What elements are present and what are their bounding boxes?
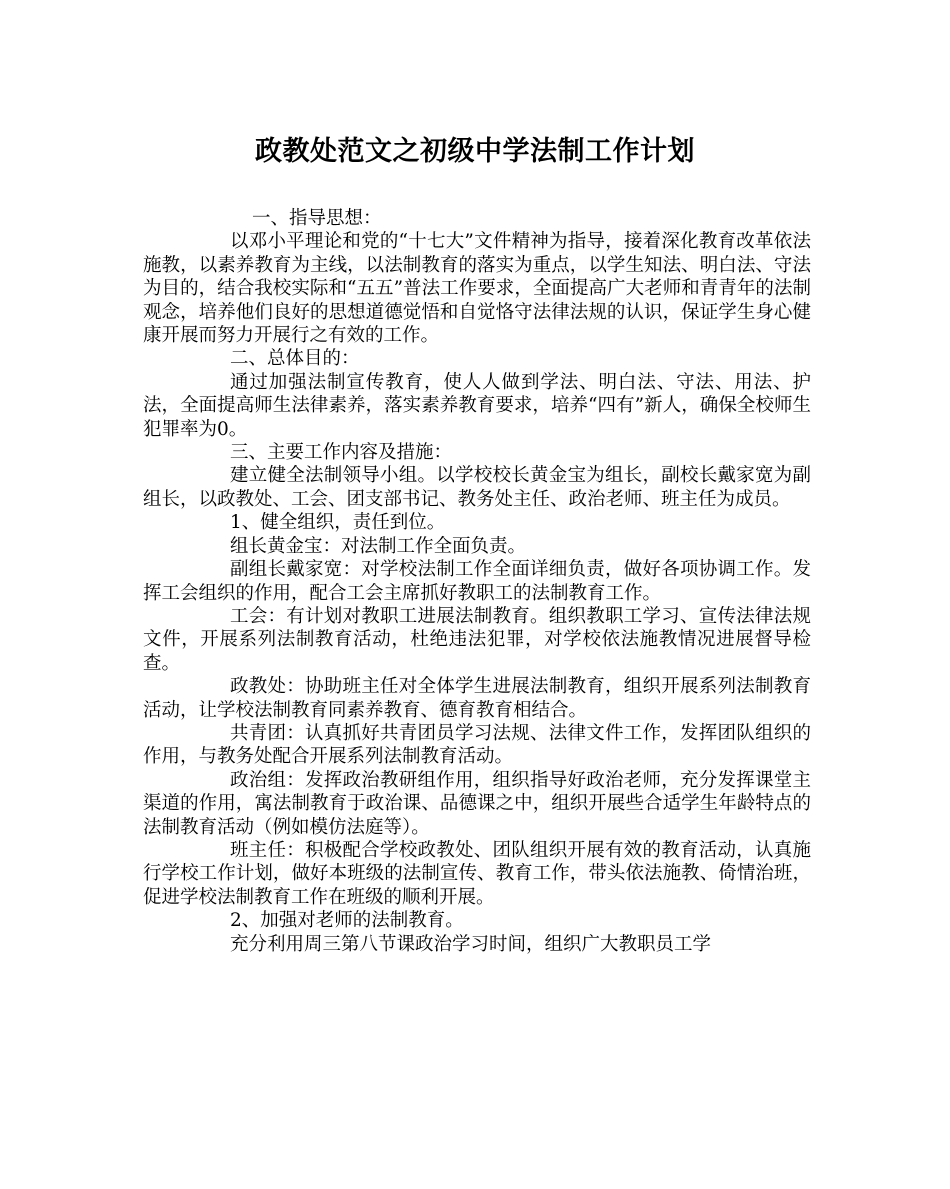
document-title: 政教处范文之初级中学法制工作计划: [255, 136, 695, 167]
paragraph: 副组长戴家宽：对学校法制工作全面详细负责，做好各项协调工作。发挥工会组织的作用，配合工会主席抓好教职工的法制教育工作。: [143, 559, 811, 604]
paragraph: 班主任：积极配合学校政教处、团队组织开展有效的教育活动，认真施行学校工作计划，做好本班级的法制宣传、教育工作，带头依法施教、倚情治班，促进学校法制教育工作在班级的顺利开展。: [143, 839, 811, 908]
paragraph: 政治组：发挥政治教研组作用，组织指导好政治老师，充分发挥课堂主渠道的作用，寓法制教育于政治课、品德课之中，组织开展些合适学生年龄特点的法制教育活动（例如模仿法庭等）。: [143, 769, 811, 838]
paragraph: 以邓小平理论和党的“十七大”文件精神为指导，接着深化教育改革依法施教，以素养教育为主线，以法制教育的落实为重点，以学生知法、明白法、守法为目的，结合我校实际和“五五”普法工作要求，全面提高广大老师和青青年的法制观念，培养他们良好的思想道德觉悟和自觉恪守法律法规的认识，保证学生身心健康开展而努力开展行之有效的工作。: [143, 231, 811, 347]
paragraph: 共青团：认真抓好共青团员学习法规、法律文件工作，发挥团队组织的作用，与教务处配合开展系列法制教育活动。: [143, 722, 811, 768]
subsection-heading: 1、健全组织，责任到位。: [230, 512, 446, 534]
section-heading-main-work: 三、主要工作内容及措施：: [230, 442, 453, 464]
paragraph: 组长黄金宝：对法制工作全面负责。: [230, 535, 527, 557]
paragraph: 建立健全法制领导小组。以学校校长黄金宝为组长，副校长戴家宽为副组长，以政教处、工会、团支部书记、教务处主任、政治老师、班主任为成员。: [143, 465, 811, 510]
subsection-heading: 2、加强对老师的法制教育。: [230, 910, 464, 932]
section-heading-guiding-thought: 一、指导思想：: [252, 208, 382, 229]
paragraph: 充分利用周三第八节课政治学习时间，组织广大教职员工学: [230, 933, 712, 955]
paragraph: 工会：有计划对教职工进展法制教育。组织教职工学习、宣传法律法规文件，开展系列法制教育活动，杜绝违法犯罪，对学校依法施教情况进展督导检查。: [143, 605, 811, 674]
paragraph: 通过加强法制宣传教育，使人人做到学法、明白法、守法、用法、护法，全面提高师生法律素养，落实素养教育要求，培养“四有”新人，确保全校师生犯罪率为0。: [143, 371, 811, 440]
section-heading-overall-goal: 二、总体目的：: [230, 348, 360, 370]
document-body: [143, 207, 811, 956]
paragraph: 政教处：协助班主任对全体学生进展法制教育，组织开展系列法制教育活动，让学校法制教育同素养教育、德育教育相结合。: [143, 676, 811, 721]
